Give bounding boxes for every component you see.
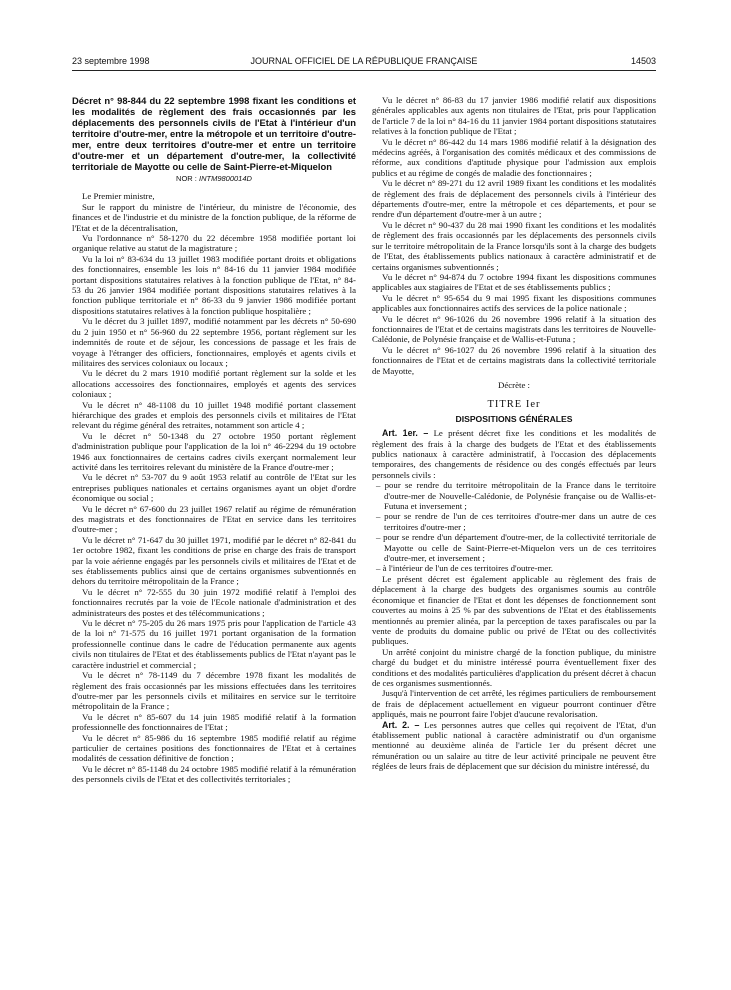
- list-item: – à l'intérieur de l'un de ces territoires d'outre-mer.: [376, 563, 553, 574]
- visa-paragraph: Vu le décret du 2 mars 1910 modifié portant règlement sur la solde et les allocations accessoires des fonctionnaires, employés et agents des services coloniaux ;: [72, 368, 356, 400]
- visa-paragraph: Vu la loi n° 83-634 du 13 juillet 1983 modifiée portant droits et obligations des fonctionnaires, ensemble les lois n° 84-16 du 11 janvier 1984 modifiée portant dispositions statutaires relatives à la fonction publique de l'Etat, n° 84-53 du 26 janvier 1984 modifiée portant dispositions statutaires relatives à la fonction publique territoriale et n° 86-33 du 9 janvier 1986 modifiée portant dispositions statutaires relatives à la fonction publique hospitalière ;: [72, 253, 356, 316]
- header-date: 23 septembre 1998: [72, 56, 150, 66]
- right-column: [372, 95, 656, 982]
- header-journal-title: JOURNAL OFFICIEL DE LA RÉPUBLIQUE FRANÇAISE: [250, 56, 478, 66]
- visa-paragraph: Vu le décret n° 85-607 du 14 juin 1985 modifié relatif à la formation professionnelle des fonctionnaires de l'Etat ;: [72, 711, 356, 733]
- visa-paragraph: Vu le décret n° 72-555 du 30 juin 1972 modifié relatif à l'emploi des fonctionnaires recrutés par la voie de l'Ecole nationale d'administration et des administrateurs des postes et des télécommunications ;: [72, 586, 356, 618]
- titre-heading: TITRE Ier: [487, 399, 541, 411]
- section-heading: DISPOSITIONS GÉNÉRALES: [455, 413, 573, 424]
- visa-paragraph: Vu le décret n° 75-205 du 26 mars 1975 pris pour l'application de l'article 43 de la loi n° 71-575 du 16 juillet 1971 portant organisation de la formation professionnelle continue dans le cadre de l'éducation permanente aux agents civils non titulaires de l'Etat et des établissements publics de l'Etat n'ayant pas le caractère industriel et commercial ;: [72, 618, 356, 670]
- visa-paragraph: Vu le décret n° 96-1027 du 26 novembre 1996 relatif à la situation des fonctionnaires de l'Etat et de certains magistrats dans la collectivité territoriale de Mayotte,: [372, 344, 656, 376]
- article-1-label: Art. 1er. –: [382, 428, 429, 439]
- visa-paragraph: Vu le décret n° 50-1348 du 27 octobre 1950 portant règlement d'administration publique pour l'application de la loi n° 46-2294 du 19 octobre 1946 aux fonctionnaires de certains cadres civils exerçant normalement leur activité dans les territoires relevant du ministère de la France d'outre-mer ;: [72, 430, 356, 472]
- visa-paragraph: Vu le décret n° 94-874 du 7 octobre 1994 fixant les dispositions communes applicables aux stagiaires de l'Etat et de ses établissements publics ;: [372, 271, 656, 293]
- article-paragraph: Jusqu'à l'intervention de cet arrêté, les régimes particuliers de remboursement de frais de déplacement actuellement en vigueur pourront continuer d'être appliqués, mais ne pourront faire l'objet d'aucune revalorisation.: [372, 688, 656, 720]
- visa-paragraph: Vu le décret du 3 juillet 1897, modifié notamment par les décrets n° 50-690 du 2 juin 1950 et n° 56-960 du 22 septembre 1956, portant règlement sur les indemnités de route et de séjour, les concessions de passage et les frais de voyage à l'étranger des officiers, fonctionnaires, employés et agents civils et militaires des services coloniaux ou locaux ;: [72, 316, 356, 368]
- nor-code: INTM9800014D: [198, 174, 252, 183]
- visa-paragraph: Vu le décret n° 85-1148 du 24 octobre 1985 modifié relatif à la rémunération des personnels civils de l'Etat et des collectivités territoriales ;: [72, 763, 356, 785]
- visa-paragraph: Vu le décret n° 96-1026 du 26 novembre 1996 relatif à la situation des fonctionnaires de l'Etat et de certains magistrats dans les territoires de Nouvelle-Calédonie, de Polynésie française et de Wallis-et-Futuna ;: [372, 313, 656, 345]
- visa-paragraph: Vu le décret n° 90-437 du 28 mai 1990 fixant les conditions et les modalités de règlement des frais occasionnés par les déplacements des personnels civils sur le territoire métropolitain de la France lorsqu'ils sont à la charge des budgets de l'Etat, des établissements publics nationaux à caractère administratif et de certains organismes subventionnés ;: [372, 219, 656, 272]
- visa-paragraph: Vu le décret n° 53-707 du 9 août 1953 relatif au contrôle de l'Etat sur les entreprises publiques nationales et certains organismes ayant un objet d'ordre économique ou social ;: [72, 472, 356, 504]
- visa-paragraph: Le Premier ministre,: [82, 191, 155, 202]
- decree-title: Décret n° 98-844 du 22 septembre 1998 fixant les conditions et les modalités de règlement des frais occasionnés par les déplacements des personnels civils de l'Etat à l'intérieur d'un territoire d'outre-mer, entre la métropole et un territoire d'outre-mer, entre deux territoires d'outre-mer et entre un territoire d'outre-mer et un département d'outre-mer, la collectivité territoriale de Mayotte ou celle de Saint-Pierre-et-Miquelon: [72, 95, 356, 172]
- left-paragraphs: [72, 191, 356, 784]
- article-2-label: Art. 2. –: [382, 719, 420, 730]
- page-header: [72, 56, 656, 70]
- article-1-text: Le présent décret fixe les conditions et les modalités de règlement des frais à la charge des budgets de l'Etat et des établissements publics nationaux à caractère administratif, à l'occasion des déplacements temporaires, des changements de résidence ou des congés effectués par leurs personnels civils :: [372, 428, 656, 480]
- article-paragraph: Un arrêté conjoint du ministre chargé de la fonction publique, du ministre chargé du budget et du ministre intéressé pourra éventuellement fixer des conditions et des modalités particulières d'application du présent décret à chacun de ces organismes susmentionnés.: [372, 646, 656, 688]
- article-1-paragraphs: [372, 574, 656, 720]
- list-item: – pour se rendre du territoire métropolitain de la France dans le territoire d'outre-mer de Nouvelle-Calédonie, de Polynésie française ou de Wallis-et-Futuna et inversement ;: [376, 480, 656, 512]
- right-visas: [372, 95, 656, 376]
- visa-paragraph: Vu le décret n° 86-83 du 17 janvier 1986 modifié relatif aux dispositions générales applicables aux agents non titulaires de l'Etat, pris pour l'application de l'article 7 de la loi n° 84-16 du 11 janvier 1984 portant dispositions statutaires relatives à la fonction publique de l'Etat ;: [372, 95, 656, 137]
- nor-label: NOR :: [176, 174, 197, 183]
- nor-reference: [72, 174, 356, 184]
- list-item: – pour se rendre de l'un de ces territoires d'outre-mer dans un autre de ces territoires d'outre-mer ;: [376, 511, 656, 532]
- article-2: [372, 720, 656, 772]
- visa-paragraph: Vu le décret n° 78-1149 du 7 décembre 1978 fixant les modalités de règlement des frais occasionnés par les missions effectuées dans les territoires d'outre-mer par les personnels civils et militaires en service sur le territoire métropolitain de la France ;: [72, 670, 356, 712]
- visa-paragraph: Sur le rapport du ministre de l'intérieur, du ministre de l'économie, des finances et de l'industrie et du ministre de la fonction publique, de la réforme de l'Etat et de la décentralisation,: [72, 201, 356, 233]
- visa-paragraph: Vu l'ordonnance n° 58-1270 du 22 décembre 1958 modifiée portant loi organique relative au statut de la magistrature ;: [72, 233, 356, 254]
- visa-paragraph: Vu le décret n° 95-654 du 9 mai 1995 fixant les dispositions communes applicables aux fonctionnaires actifs des services de la police nationale ;: [372, 292, 656, 314]
- article-1: [372, 428, 656, 480]
- list-item: – pour se rendre d'un département d'outre-mer, de la collectivité territoriale de Mayotte ou celle de Saint-Pierre-et-Miquelon vers un de ces territoires d'outre-mer, et inversement ;: [376, 532, 656, 564]
- visa-paragraph: Vu le décret n° 89-271 du 12 avril 1989 fixant les conditions et les modalités de règlement des frais de déplacement des personnels civils à l'intérieur des départements d'outre-mer, entre la métropole et ces départements, et pour se rendre d'un département d'outre-mer à un autre ;: [372, 178, 656, 220]
- visa-paragraph: Vu le décret n° 86-442 du 14 mars 1986 modifié relatif à la désignation des médecins agréés, à l'organisation des comités médicaux et des commissions de réforme, aux conditions d'aptitude physique pour l'admission aux emplois publics et au régime de congés de maladie des fonctionnaires ;: [372, 136, 656, 178]
- visa-paragraph: Vu le décret n° 71-647 du 30 juillet 1971, modifié par le décret n° 82-841 du 1er octobre 1982, fixant les conditions de prise en charge des frais de transport par la voie aérienne engagés par les personnels civils et militaires de l'Etat et de ses établissements publics ainsi que de certains organismes subventionnés en dehors du territoire métropolitain de la France ;: [72, 534, 356, 587]
- visa-paragraph: Vu le décret n° 85-986 du 16 septembre 1985 modifié relatif au régime particulier de certaines positions des fonctionnaires de l'Etat et à certaines modalités de cessation définitive de fonction ;: [72, 732, 356, 764]
- article-2-text: Les personnes autres que celles qui reçoivent de l'Etat, d'un établissement public national à caractère administratif ou d'un organisme mentionné au deuxième alinéa de l'article 1er du présent décret une rémunération ou un salaire au titre de leur activité principale ne peuvent être réglées de leurs frais de déplacement que sur décision du ministre intéressé, du: [372, 719, 656, 772]
- header-rule: [72, 70, 656, 71]
- visa-paragraph: Vu le décret n° 48-1108 du 10 juillet 1948 modifié portant classement hiérarchique des grades et emplois des personnels civils et militaires de l'Etat relevant du régime général des retraites, notamment son article 4 ;: [72, 399, 356, 431]
- header-page-number: 14503: [630, 56, 656, 66]
- article-paragraph: Le présent décret est également applicable au règlement des frais de déplacement à la charge des budgets des organismes soumis au contrôle économique et financier de l'Etat et dont les dépenses de fonctionnement sont couvertes au moins à 25 % par des subventions de l'Etat et des établissements mentionnés au premier alinéa, par la perception de taxes parafiscales ou par la vente de produits du domaine public ou privé de l'Etat ou des collectivités publiques.: [372, 573, 656, 647]
- left-column: [72, 95, 356, 982]
- decrete-line: Décrète :: [498, 379, 530, 390]
- visa-paragraph: Vu le décret n° 67-600 du 23 juillet 1967 relatif au régime de rémunération des magistrats et des fonctionnaires de l'Etat en service dans les territoires d'outre-mer ;: [72, 503, 356, 535]
- article-1-bullets: [372, 480, 656, 574]
